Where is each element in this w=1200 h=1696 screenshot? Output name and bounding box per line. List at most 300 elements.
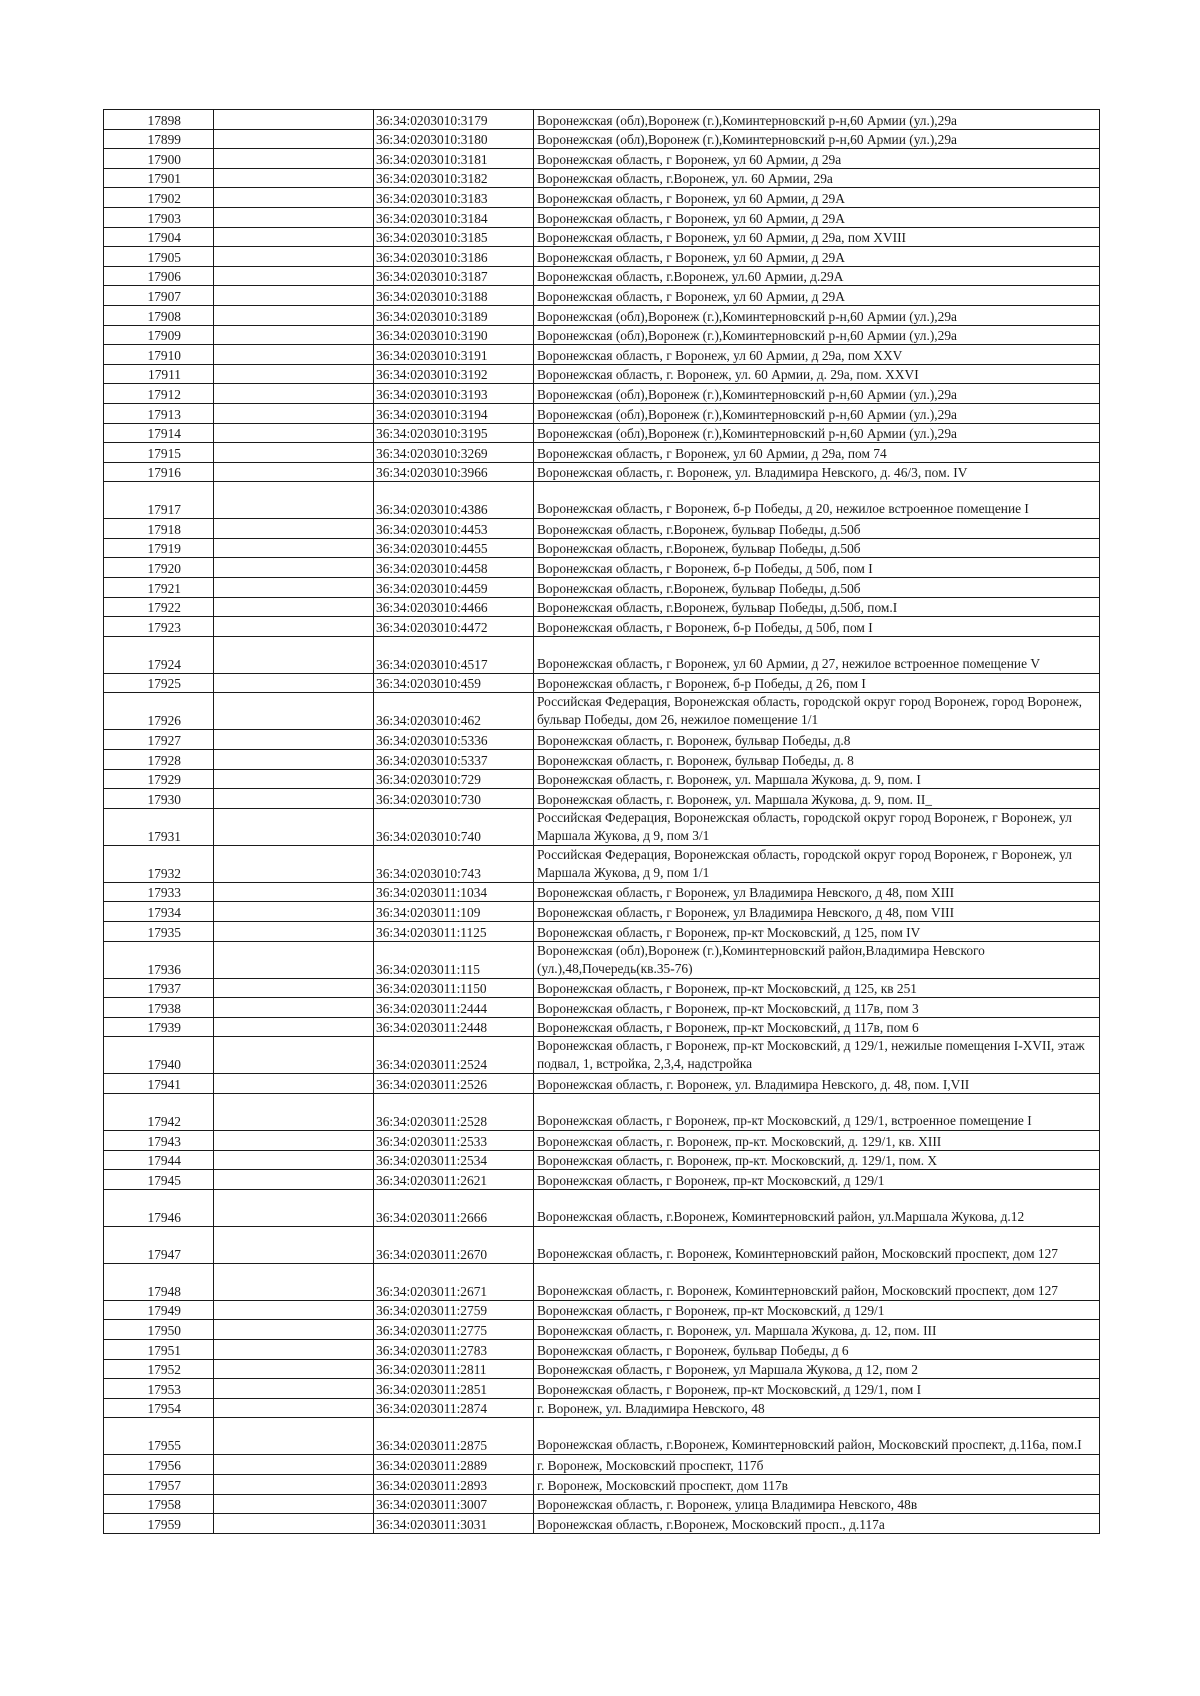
table-row [104, 750, 1100, 770]
table-row [104, 617, 1100, 637]
address-cell: Воронежская область, г Воронеж, пр-кт Московский, д 129/1, встроенное помещение I [534, 1093, 1100, 1130]
address-cell: Воронежская область, г. Воронеж, Коминтерновский район, Московский проспект, дом 127 [534, 1263, 1100, 1300]
address-cell: Воронежская область, г.Воронеж, Коминтерновский район, ул.Маршала Жукова, д.12 [534, 1189, 1100, 1226]
cadastral-number-cell: 36:34:0203011:3031 [374, 1514, 534, 1534]
empty-cell [214, 941, 374, 978]
row-number-cell: 17940 [104, 1037, 214, 1074]
empty-cell [214, 1170, 374, 1190]
cadastral-number-cell: 36:34:0203010:730 [374, 789, 534, 809]
cadastral-number-cell: 36:34:0203010:3190 [374, 325, 534, 345]
cadastral-number-cell: 36:34:0203011:2759 [374, 1300, 534, 1320]
cadastral-number-cell: 36:34:0203011:2524 [374, 1037, 534, 1074]
empty-cell [214, 1263, 374, 1300]
address-cell: Воронежская область, г. Воронеж, бульвар Победы, д.8 [534, 730, 1100, 750]
row-number-cell: 17947 [104, 1226, 214, 1263]
row-number-cell: 17923 [104, 617, 214, 637]
row-number-cell: 17946 [104, 1189, 214, 1226]
cadastral-number-cell: 36:34:0203011:2893 [374, 1474, 534, 1494]
empty-cell [214, 345, 374, 365]
cadastral-number-cell: 36:34:0203010:3191 [374, 345, 534, 365]
empty-cell [214, 364, 374, 384]
empty-cell [214, 902, 374, 922]
address-cell: г. Воронеж, Московский проспект, дом 117в [534, 1474, 1100, 1494]
empty-cell [214, 403, 374, 423]
cadastral-number-cell: 36:34:0203011:2783 [374, 1339, 534, 1359]
empty-cell [214, 730, 374, 750]
address-cell: Воронежская (обл),Воронеж (г.),Коминтерновский р-н,60 Армии (ул.),29а [534, 129, 1100, 149]
address-cell: Воронежская (обл),Воронеж (г.),Коминтерновский район,Владимира Невского (ул.),48,Почередь(кв.35-76) [534, 941, 1100, 978]
table-row [104, 998, 1100, 1018]
address-cell: Воронежская область, г.Воронеж, бульвар Победы, д.50б [534, 519, 1100, 539]
address-cell: Воронежская область, г.Воронеж, бульвар Победы, д.50б [534, 578, 1100, 598]
table-row [104, 673, 1100, 693]
row-number-cell: 17955 [104, 1418, 214, 1455]
table-row [104, 227, 1100, 247]
table-row [104, 1474, 1100, 1494]
cadastral-number-cell: 36:34:0203010:3189 [374, 305, 534, 325]
empty-cell [214, 750, 374, 770]
table-row [104, 845, 1100, 882]
table-row [104, 403, 1100, 423]
table-row [104, 769, 1100, 789]
row-number-cell: 17916 [104, 462, 214, 482]
cadastral-number-cell: 36:34:0203010:3179 [374, 110, 534, 130]
table-row [104, 1170, 1100, 1190]
cadastral-number-cell: 36:34:0203011:3007 [374, 1494, 534, 1514]
cadastral-number-cell: 36:34:0203010:3186 [374, 247, 534, 267]
cadastral-number-cell: 36:34:0203011:2526 [374, 1074, 534, 1094]
cadastral-number-cell: 36:34:0203010:3193 [374, 384, 534, 404]
address-cell: Воронежская область, г Воронеж, ул Владимира Невского, д 48, пом XIII [534, 882, 1100, 902]
address-cell: Воронежская (обл),Воронеж (г.),Коминтерновский р-н,60 Армии (ул.),29а [534, 384, 1100, 404]
table-row [104, 1037, 1100, 1074]
empty-cell [214, 1474, 374, 1494]
address-cell: Воронежская область, г Воронеж, ул 60 Армии, д 29а, пом 74 [534, 443, 1100, 463]
cadastral-number-cell: 36:34:0203011:2775 [374, 1320, 534, 1340]
address-cell: Воронежская (обл),Воронеж (г.),Коминтерновский р-н,60 Армии (ул.),29а [534, 423, 1100, 443]
cadastral-number-cell: 36:34:0203010:459 [374, 673, 534, 693]
row-number-cell: 17906 [104, 266, 214, 286]
row-number-cell: 17944 [104, 1150, 214, 1170]
empty-cell [214, 769, 374, 789]
cadastral-number-cell: 36:34:0203011:2448 [374, 1017, 534, 1037]
table-row [104, 1379, 1100, 1399]
row-number-cell: 17904 [104, 227, 214, 247]
table-row [104, 1398, 1100, 1418]
address-cell: Воронежская область, г.Воронеж, ул. 60 Армии, 29а [534, 168, 1100, 188]
row-number-cell: 17931 [104, 808, 214, 845]
empty-cell [214, 149, 374, 169]
table-row [104, 693, 1100, 730]
row-number-cell: 17922 [104, 597, 214, 617]
row-number-cell: 17914 [104, 423, 214, 443]
empty-cell [214, 882, 374, 902]
cadastral-number-cell: 36:34:0203010:4458 [374, 558, 534, 578]
row-number-cell: 17911 [104, 364, 214, 384]
row-number-cell: 17954 [104, 1398, 214, 1418]
empty-cell [214, 1320, 374, 1340]
empty-cell [214, 789, 374, 809]
table-row [104, 1514, 1100, 1534]
cadastral-number-cell: 36:34:0203010:3966 [374, 462, 534, 482]
row-number-cell: 17919 [104, 538, 214, 558]
register-table [103, 109, 1100, 1534]
cadastral-number-cell: 36:34:0203010:729 [374, 769, 534, 789]
row-number-cell: 17934 [104, 902, 214, 922]
table-row [104, 636, 1100, 673]
address-cell: Воронежская область, г Воронеж, ул 60 Армии, д 29А [534, 286, 1100, 306]
row-number-cell: 17949 [104, 1300, 214, 1320]
table-row [104, 247, 1100, 267]
empty-cell [214, 384, 374, 404]
address-cell: Воронежская область, г Воронеж, пр-кт Московский, д 125, кв 251 [534, 978, 1100, 998]
table-row [104, 207, 1100, 227]
address-cell: Воронежская область, г Воронеж, ул Владимира Невского, д 48, пом VIII [534, 902, 1100, 922]
empty-cell [214, 443, 374, 463]
cadastral-number-cell: 36:34:0203011:2875 [374, 1418, 534, 1455]
address-cell: Воронежская область, г. Воронеж, ул. Маршала Жукова, д. 9, пом. I [534, 769, 1100, 789]
empty-cell [214, 1398, 374, 1418]
empty-cell [214, 922, 374, 942]
empty-cell [214, 325, 374, 345]
cadastral-number-cell: 36:34:0203011:1034 [374, 882, 534, 902]
empty-cell [214, 519, 374, 539]
table-row [104, 286, 1100, 306]
cadastral-number-cell: 36:34:0203011:1150 [374, 978, 534, 998]
address-cell: Воронежская (обл),Воронеж (г.),Коминтерновский р-н,60 Армии (ул.),29а [534, 110, 1100, 130]
cadastral-number-cell: 36:34:0203010:3188 [374, 286, 534, 306]
empty-cell [214, 1226, 374, 1263]
row-number-cell: 17927 [104, 730, 214, 750]
row-number-cell: 17945 [104, 1170, 214, 1190]
table-row [104, 462, 1100, 482]
empty-cell [214, 462, 374, 482]
cadastral-number-cell: 36:34:0203011:109 [374, 902, 534, 922]
empty-cell [214, 808, 374, 845]
address-cell: г. Воронеж, Московский проспект, 117б [534, 1455, 1100, 1475]
row-number-cell: 17958 [104, 1494, 214, 1514]
empty-cell [214, 1189, 374, 1226]
row-number-cell: 17957 [104, 1474, 214, 1494]
address-cell: Воронежская область, г Воронеж, пр-кт Московский, д 129/1, нежилые помещения I-XVII, этаж подвал, 1, встройка, 2,3,4, надстройка [534, 1037, 1100, 1074]
empty-cell [214, 538, 374, 558]
cadastral-number-cell: 36:34:0203010:4472 [374, 617, 534, 637]
address-cell: Воронежская область, г Воронеж, б-р Победы, д 26, пом I [534, 673, 1100, 693]
empty-cell [214, 266, 374, 286]
table-row [104, 941, 1100, 978]
table-row [104, 1074, 1100, 1094]
row-number-cell: 17921 [104, 578, 214, 598]
empty-cell [214, 845, 374, 882]
cadastral-number-cell: 36:34:0203011:2889 [374, 1455, 534, 1475]
address-cell: Воронежская область, г.Воронеж, ул.60 Армии, д.29А [534, 266, 1100, 286]
table-row [104, 578, 1100, 598]
cadastral-number-cell: 36:34:0203010:5337 [374, 750, 534, 770]
address-cell: Воронежская область, г Воронеж, ул Маршала Жукова, д 12, пом 2 [534, 1359, 1100, 1379]
table-row [104, 188, 1100, 208]
row-number-cell: 17898 [104, 110, 214, 130]
cadastral-number-cell: 36:34:0203011:2534 [374, 1150, 534, 1170]
address-cell: Воронежская область, г.Воронеж, бульвар Победы, д.50б [534, 538, 1100, 558]
cadastral-number-cell: 36:34:0203011:2851 [374, 1379, 534, 1399]
address-cell: Воронежская область, г.Воронеж, Коминтерновский район, Московский проспект, д.116а, пом.I [534, 1418, 1100, 1455]
table-row [104, 519, 1100, 539]
row-number-cell: 17902 [104, 188, 214, 208]
cadastral-number-cell: 36:34:0203010:3180 [374, 129, 534, 149]
address-cell: Российская Федерация, Воронежская область, городской округ город Воронеж, город Воронеж, бульвар Победы, дом 26, нежилое помещение 1/1 [534, 693, 1100, 730]
empty-cell [214, 110, 374, 130]
row-number-cell: 17959 [104, 1514, 214, 1534]
cadastral-number-cell: 36:34:0203010:3269 [374, 443, 534, 463]
empty-cell [214, 673, 374, 693]
address-cell: Воронежская область, г Воронеж, ул 60 Армии, д 29а [534, 149, 1100, 169]
empty-cell [214, 482, 374, 519]
row-number-cell: 17953 [104, 1379, 214, 1399]
row-number-cell: 17943 [104, 1130, 214, 1150]
row-number-cell: 17932 [104, 845, 214, 882]
empty-cell [214, 188, 374, 208]
register-table-body [104, 110, 1100, 1534]
empty-cell [214, 1074, 374, 1094]
table-row [104, 325, 1100, 345]
cadastral-number-cell: 36:34:0203010:3192 [374, 364, 534, 384]
table-row [104, 1300, 1100, 1320]
table-row [104, 730, 1100, 750]
empty-cell [214, 1359, 374, 1379]
address-cell: Российская Федерация, Воронежская область, городской округ город Воронеж, г Воронеж, ул Маршала Жукова, д 9, пом 1/1 [534, 845, 1100, 882]
row-number-cell: 17912 [104, 384, 214, 404]
address-cell: Воронежская (обл),Воронеж (г.),Коминтерновский р-н,60 Армии (ул.),29а [534, 305, 1100, 325]
address-cell: Воронежская область, г.Воронеж, Московский просп., д.117а [534, 1514, 1100, 1534]
table-row [104, 345, 1100, 365]
cadastral-number-cell: 36:34:0203011:2528 [374, 1093, 534, 1130]
address-cell: Воронежская (обл),Воронеж (г.),Коминтерновский р-н,60 Армии (ул.),29а [534, 403, 1100, 423]
cadastral-number-cell: 36:34:0203011:2671 [374, 1263, 534, 1300]
row-number-cell: 17950 [104, 1320, 214, 1340]
table-row [104, 1418, 1100, 1455]
table-row [104, 1494, 1100, 1514]
cadastral-number-cell: 36:34:0203010:3185 [374, 227, 534, 247]
row-number-cell: 17917 [104, 482, 214, 519]
row-number-cell: 17924 [104, 636, 214, 673]
address-cell: Воронежская область, г Воронеж, б-р Победы, д 20, нежилое встроенное помещение I [534, 482, 1100, 519]
table-row [104, 789, 1100, 809]
row-number-cell: 17920 [104, 558, 214, 578]
empty-cell [214, 1514, 374, 1534]
table-row [104, 364, 1100, 384]
cadastral-number-cell: 36:34:0203010:4466 [374, 597, 534, 617]
row-number-cell: 17899 [104, 129, 214, 149]
empty-cell [214, 1150, 374, 1170]
empty-cell [214, 247, 374, 267]
cadastral-number-cell: 36:34:0203010:5336 [374, 730, 534, 750]
empty-cell [214, 423, 374, 443]
row-number-cell: 17905 [104, 247, 214, 267]
table-row [104, 902, 1100, 922]
cadastral-number-cell: 36:34:0203010:3187 [374, 266, 534, 286]
address-cell: Воронежская область, г Воронеж, пр-кт Московский, д 117в, пом 6 [534, 1017, 1100, 1037]
row-number-cell: 17915 [104, 443, 214, 463]
empty-cell [214, 597, 374, 617]
document-page [103, 109, 1099, 1534]
cadastral-number-cell: 36:34:0203010:3184 [374, 207, 534, 227]
empty-cell [214, 998, 374, 1018]
row-number-cell: 17948 [104, 1263, 214, 1300]
cadastral-number-cell: 36:34:0203010:3195 [374, 423, 534, 443]
cadastral-number-cell: 36:34:0203010:462 [374, 693, 534, 730]
table-row [104, 1339, 1100, 1359]
address-cell: Воронежская область, г Воронеж, б-р Победы, д 50б, пом I [534, 617, 1100, 637]
table-row [104, 1226, 1100, 1263]
table-row [104, 922, 1100, 942]
row-number-cell: 17942 [104, 1093, 214, 1130]
cadastral-number-cell: 36:34:0203011:2670 [374, 1226, 534, 1263]
row-number-cell: 17938 [104, 998, 214, 1018]
table-row [104, 305, 1100, 325]
address-cell: Воронежская (обл),Воронеж (г.),Коминтерновский р-н,60 Армии (ул.),29а [534, 325, 1100, 345]
address-cell: Воронежская область, г Воронеж, ул 60 Армии, д 29А [534, 188, 1100, 208]
row-number-cell: 17936 [104, 941, 214, 978]
table-row [104, 443, 1100, 463]
table-row [104, 384, 1100, 404]
address-cell: Воронежская область, г Воронеж, пр-кт Московский, д 125, пом IV [534, 922, 1100, 942]
empty-cell [214, 168, 374, 188]
row-number-cell: 17951 [104, 1339, 214, 1359]
table-row [104, 266, 1100, 286]
cadastral-number-cell: 36:34:0203011:2874 [374, 1398, 534, 1418]
address-cell: Воронежская область, г Воронеж, бульвар Победы, д 6 [534, 1339, 1100, 1359]
row-number-cell: 17907 [104, 286, 214, 306]
cadastral-number-cell: 36:34:0203010:4517 [374, 636, 534, 673]
table-row [104, 882, 1100, 902]
row-number-cell: 17929 [104, 769, 214, 789]
table-row [104, 482, 1100, 519]
table-row [104, 1130, 1100, 1150]
row-number-cell: 17910 [104, 345, 214, 365]
row-number-cell: 17925 [104, 673, 214, 693]
cadastral-number-cell: 36:34:0203010:4459 [374, 578, 534, 598]
table-row [104, 149, 1100, 169]
empty-cell [214, 1093, 374, 1130]
address-cell: Воронежская область, г Воронеж, ул 60 Армии, д 29а, пом XXV [534, 345, 1100, 365]
address-cell: Воронежская область, г Воронеж, ул 60 Армии, д 29А [534, 247, 1100, 267]
empty-cell [214, 305, 374, 325]
cadastral-number-cell: 36:34:0203010:740 [374, 808, 534, 845]
empty-cell [214, 1037, 374, 1074]
row-number-cell: 17909 [104, 325, 214, 345]
table-row [104, 1150, 1100, 1170]
table-row [104, 1359, 1100, 1379]
cadastral-number-cell: 36:34:0203011:1125 [374, 922, 534, 942]
cadastral-number-cell: 36:34:0203011:2444 [374, 998, 534, 1018]
row-number-cell: 17939 [104, 1017, 214, 1037]
empty-cell [214, 1130, 374, 1150]
address-cell: Воронежская область, г. Воронеж, ул. Маршала Жукова, д. 12, пом. III [534, 1320, 1100, 1340]
cadastral-number-cell: 36:34:0203010:4386 [374, 482, 534, 519]
row-number-cell: 17903 [104, 207, 214, 227]
row-number-cell: 17935 [104, 922, 214, 942]
empty-cell [214, 1339, 374, 1359]
cadastral-number-cell: 36:34:0203010:4455 [374, 538, 534, 558]
cadastral-number-cell: 36:34:0203011:2811 [374, 1359, 534, 1379]
address-cell: Воронежская область, г. Воронеж, ул. Владимира Невского, д. 46/3, пом. IV [534, 462, 1100, 482]
address-cell: Воронежская область, г Воронеж, пр-кт Московский, д 129/1 [534, 1300, 1100, 1320]
cadastral-number-cell: 36:34:0203011:2666 [374, 1189, 534, 1226]
table-row [104, 129, 1100, 149]
empty-cell [214, 207, 374, 227]
address-cell: Воронежская область, г Воронеж, б-р Победы, д 50б, пом I [534, 558, 1100, 578]
table-row [104, 423, 1100, 443]
empty-cell [214, 617, 374, 637]
address-cell: Воронежская область, г Воронеж, ул 60 Армии, д 29А [534, 207, 1100, 227]
row-number-cell: 17918 [104, 519, 214, 539]
cadastral-number-cell: 36:34:0203011:2533 [374, 1130, 534, 1150]
address-cell: Воронежская область, г Воронеж, ул 60 Армии, д 27, нежилое встроенное помещение V [534, 636, 1100, 673]
empty-cell [214, 1494, 374, 1514]
row-number-cell: 17937 [104, 978, 214, 998]
table-row [104, 1263, 1100, 1300]
cadastral-number-cell: 36:34:0203010:3183 [374, 188, 534, 208]
cadastral-number-cell: 36:34:0203010:3181 [374, 149, 534, 169]
table-row [104, 1017, 1100, 1037]
address-cell: Воронежская область, г. Воронеж, ул. Владимира Невского, д. 48, пом. I,VII [534, 1074, 1100, 1094]
empty-cell [214, 693, 374, 730]
table-row [104, 1320, 1100, 1340]
cadastral-number-cell: 36:34:0203010:743 [374, 845, 534, 882]
table-row [104, 168, 1100, 188]
address-cell: Воронежская область, г.Воронеж, бульвар Победы, д.50б, пом.I [534, 597, 1100, 617]
address-cell: Воронежская область, г. Воронеж, ул. 60 Армии, д. 29а, пом. XXVI [534, 364, 1100, 384]
table-row [104, 538, 1100, 558]
table-row [104, 978, 1100, 998]
address-cell: Воронежская область, г Воронеж, пр-кт Московский, д 129/1, пом I [534, 1379, 1100, 1399]
address-cell: Российская Федерация, Воронежская область, городской округ город Воронеж, г Воронеж, ул Маршала Жукова, д 9, пом 3/1 [534, 808, 1100, 845]
row-number-cell: 17952 [104, 1359, 214, 1379]
address-cell: Воронежская область, г. Воронеж, бульвар Победы, д. 8 [534, 750, 1100, 770]
table-row [104, 558, 1100, 578]
row-number-cell: 17956 [104, 1455, 214, 1475]
cadastral-number-cell: 36:34:0203011:2621 [374, 1170, 534, 1190]
row-number-cell: 17908 [104, 305, 214, 325]
table-row [104, 1189, 1100, 1226]
empty-cell [214, 129, 374, 149]
row-number-cell: 17901 [104, 168, 214, 188]
address-cell: Воронежская область, г. Воронеж, Коминтерновский район, Московский проспект, дом 127 [534, 1226, 1100, 1263]
empty-cell [214, 1418, 374, 1455]
empty-cell [214, 1017, 374, 1037]
empty-cell [214, 636, 374, 673]
address-cell: Воронежская область, г. Воронеж, пр-кт. Московский, д. 129/1, кв. XIII [534, 1130, 1100, 1150]
row-number-cell: 17926 [104, 693, 214, 730]
address-cell: г. Воронеж, ул. Владимира Невского, 48 [534, 1398, 1100, 1418]
empty-cell [214, 1455, 374, 1475]
empty-cell [214, 227, 374, 247]
row-number-cell: 17930 [104, 789, 214, 809]
row-number-cell: 17933 [104, 882, 214, 902]
table-row [104, 1093, 1100, 1130]
table-row [104, 597, 1100, 617]
address-cell: Воронежская область, г Воронеж, ул 60 Армии, д 29а, пом XVIII [534, 227, 1100, 247]
empty-cell [214, 1300, 374, 1320]
table-row [104, 1455, 1100, 1475]
cadastral-number-cell: 36:34:0203010:3194 [374, 403, 534, 423]
empty-cell [214, 978, 374, 998]
empty-cell [214, 1379, 374, 1399]
row-number-cell: 17928 [104, 750, 214, 770]
address-cell: Воронежская область, г. Воронеж, пр-кт. Московский, д. 129/1, пом. X [534, 1150, 1100, 1170]
table-row [104, 808, 1100, 845]
empty-cell [214, 558, 374, 578]
